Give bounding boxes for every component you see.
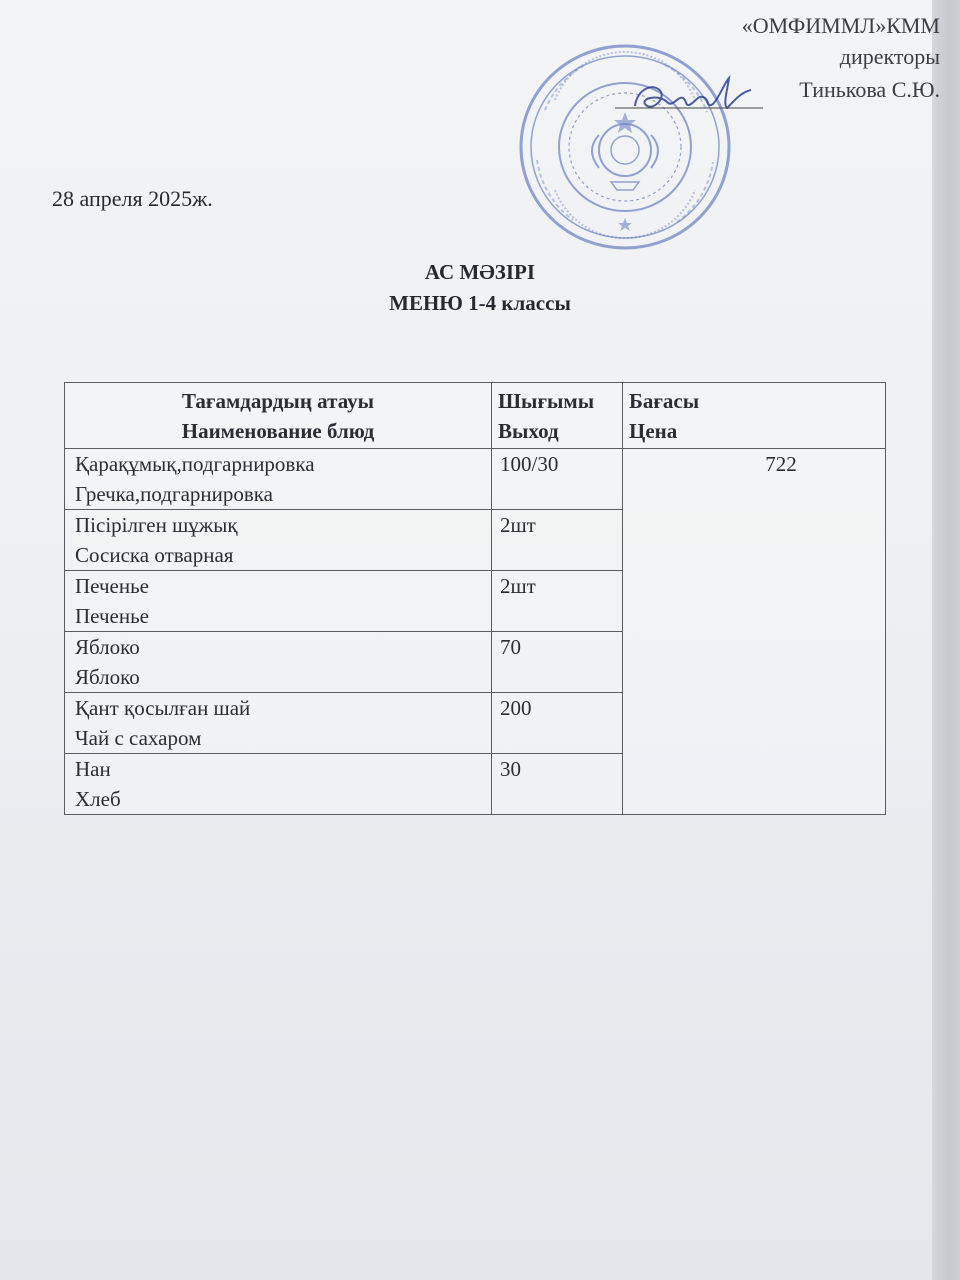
dish-name-kz: Печенье <box>75 574 149 598</box>
header-dish-name <box>65 383 492 449</box>
dish-name-ru: Сосиска отварная <box>75 543 234 567</box>
table-row <box>65 449 886 510</box>
header-price-kz: Бағасы <box>629 389 700 413</box>
dish-cell <box>65 449 492 510</box>
price-cell: 722 <box>623 449 886 815</box>
dish-cell <box>65 754 492 815</box>
dish-name-ru: Печенье <box>75 604 149 628</box>
header-yield <box>492 383 623 449</box>
paper-fold-edge <box>932 0 960 1280</box>
approval-header <box>742 10 940 105</box>
header-dish-name-kz: Тағамдардың атауы <box>181 389 375 413</box>
dish-cell <box>65 571 492 632</box>
dish-name-ru: Яблоко <box>75 665 140 689</box>
dish-name-kz: Пісірілген шұжық <box>75 513 238 537</box>
dish-name-ru: Хлеб <box>75 787 121 811</box>
table-header-row <box>65 383 886 449</box>
header-price <box>623 383 886 449</box>
yield-cell: 2шт <box>492 571 623 632</box>
director-signature <box>615 68 765 123</box>
director-position: директоры <box>839 44 940 69</box>
dish-cell <box>65 693 492 754</box>
header-yield-kz: Шығымы <box>498 389 595 413</box>
header-yield-ru: Выход <box>498 419 559 443</box>
title-russian: МЕНЮ 1-4 классы <box>389 291 571 315</box>
dish-name-kz: Яблоко <box>75 635 140 659</box>
yield-cell: 70 <box>492 632 623 693</box>
dish-name-kz: Қант қосылған шай <box>75 696 251 720</box>
dish-cell <box>65 510 492 571</box>
header-dish-name-ru: Наименование блюд <box>181 419 375 443</box>
header-price-ru: Цена <box>629 419 678 443</box>
document-date: 28 апреля 2025ж. <box>52 186 213 211</box>
organization-name: «ОМФИММЛ»КММ <box>741 13 940 38</box>
yield-cell: 2шт <box>492 510 623 571</box>
yield-cell: 200 <box>492 693 623 754</box>
menu-table <box>64 382 886 815</box>
yield-cell: 30 <box>492 754 623 815</box>
dish-name-kz: Нан <box>75 757 111 781</box>
document-title <box>280 257 680 319</box>
dish-cell <box>65 632 492 693</box>
dish-name-ru: Гречка,подгарнировка <box>75 482 273 506</box>
director-name: Тинькова С.Ю. <box>799 77 940 102</box>
title-kazakh: АС МӘЗІРІ <box>424 260 536 284</box>
dish-name-kz: Қарақұмық,подгарнировка <box>75 452 315 476</box>
dish-name-ru: Чай с сахаром <box>75 726 202 750</box>
yield-cell: 100/30 <box>492 449 623 510</box>
